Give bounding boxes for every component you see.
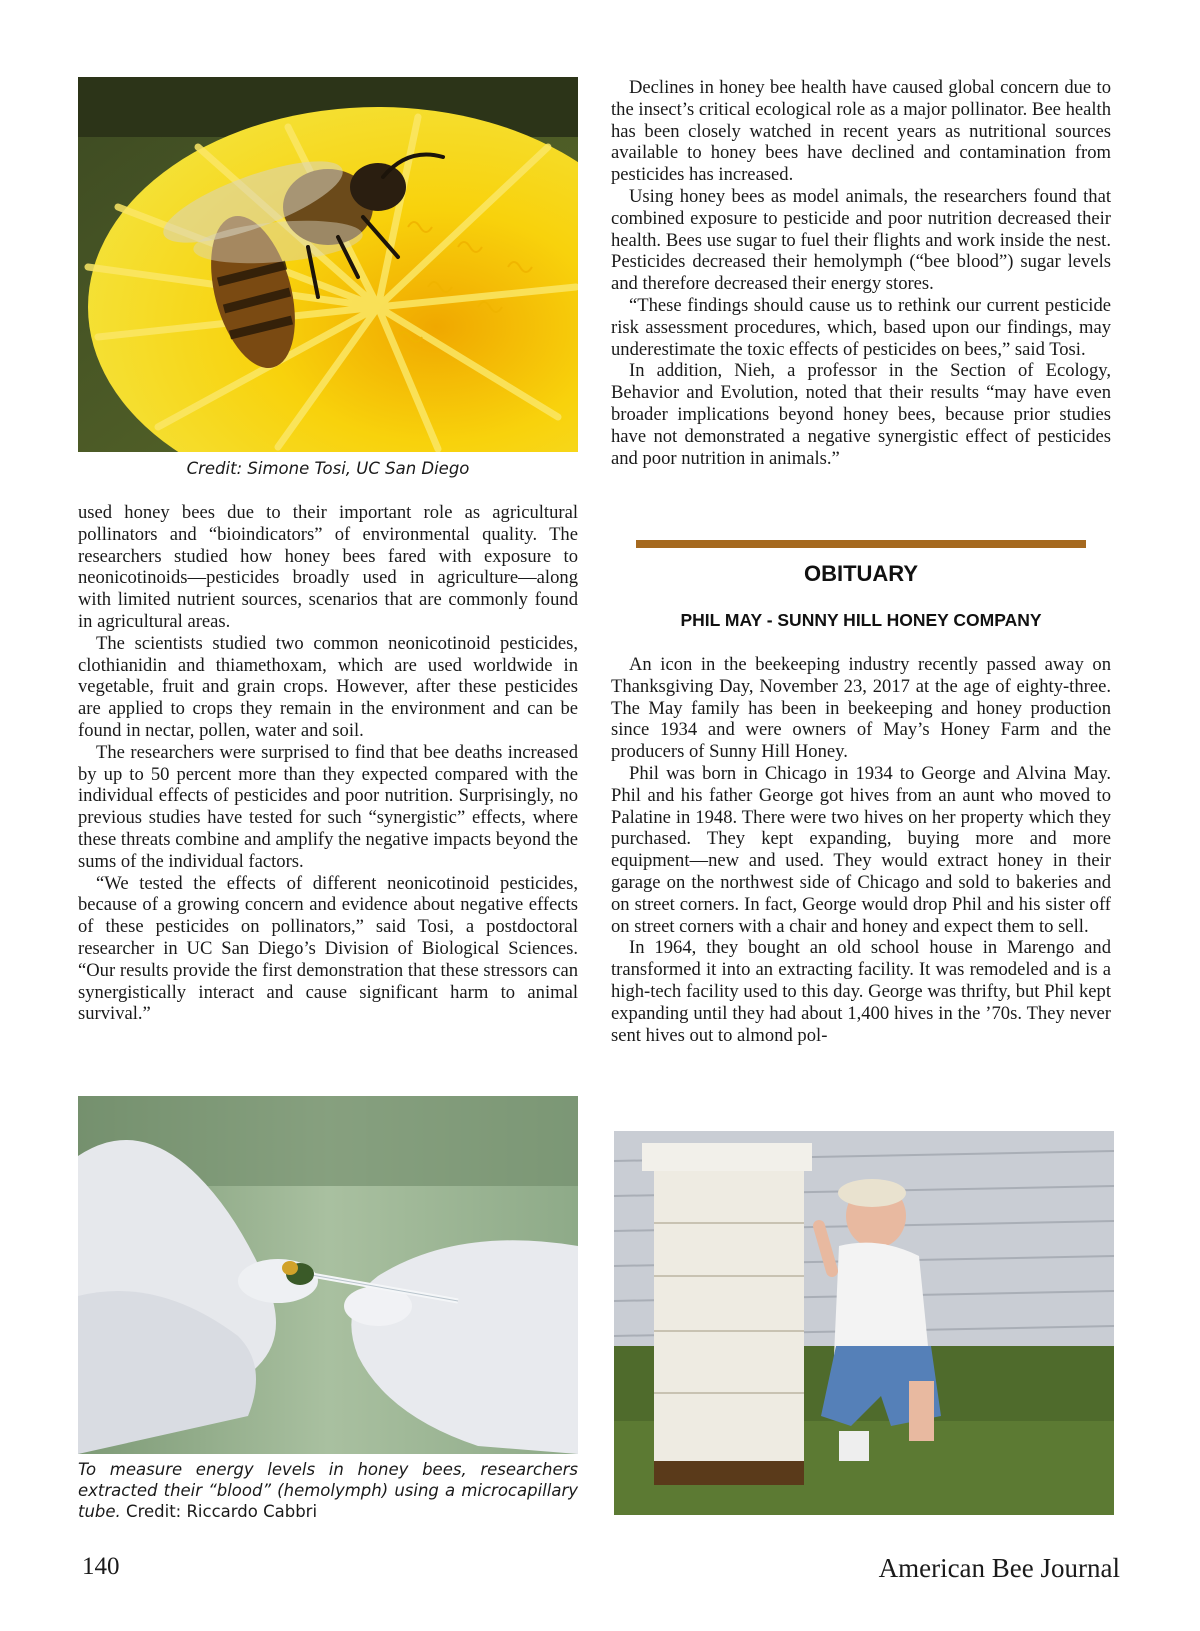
bee-on-dandelion-photo — [78, 77, 578, 452]
photo-caption-bottom — [78, 1459, 578, 1522]
right-paragraph-1: Declines in honey bee health have caused global concern due to the insect’s critical ecological role as a major pollinator. Bee health has been closely watched in recent years as nutritional sources available to honey bees have declined and contamination from pesticides has increased. — [611, 77, 1111, 186]
obituary-paragraph-1: An icon in the beekeeping industry recently passed away on Thanksgiving Day, November 23, 2017 at the age of eighty-three. The May family has been in beekeeping and honey production since 1934 and were owners of May’s Honey Farm and the producers of Sunny Hill Honey. — [611, 654, 1111, 763]
left-paragraph-2: The scientists studied two common neonicotinoid pesticides, clothianidin and thiamethoxam, which are used worldwide in vegetable, fruit and grain crops. However, after these pesticides are applied to crops they remain in the environment and can be found in nectar, pollen, water and soil. — [78, 632, 578, 741]
photo-credit-top: Credit: Simone Tosi, UC San Diego — [186, 459, 470, 478]
obituary-body — [611, 654, 1111, 1046]
left-paragraph-4: “We tested the effects of different neonicotinoid pesticides, because of a growing concern and evidence about negative effects of these pesticides on pollinators,” said Tosi, a postdoctoral researcher in UC San Diego’s Division of Biological Sciences. “Our results provide the first demonstration that these stressors can synergistically interact and cause significant harm to animal survival.” — [78, 872, 578, 1025]
obituary-subtitle: PHIL MAY - SUNNY HILL HONEY COMPANY — [680, 610, 1042, 630]
caption-text: To measure energy levels in honey bees, researchers extracted their “blood” (hemolymph) using a microcapillary tube. — [78, 1460, 578, 1521]
bee-on-dandelion-illustration — [78, 77, 578, 452]
section-divider-rule — [636, 540, 1086, 548]
gloved-hands-illustration — [78, 1096, 578, 1454]
obituary-paragraph-2: Phil was born in Chicago in 1934 to George and Alvina May. Phil and his father George got hives from an aunt who moved to Palatine in 1948. There were two hives on her property which they purchased. They kept expanding, buying more and more equipment—new and used. They would extract honey in their garage on the northwest side of Chicago and sold to bakeries and on street corners. In fact, George would drop Phil and his sister off on street corners with a chair and honey and expect them to sell. — [611, 762, 1111, 937]
journal-title: American Bee Journal — [878, 1553, 1120, 1583]
right-paragraph-3: “These findings should cause us to rethink our current pesticide risk assessment procedures, which, based upon our findings, may underestimate the toxic effects of pesticides on bees,” said Tosi. — [611, 294, 1111, 360]
page-number: 140 — [82, 1553, 120, 1580]
right-article-column — [611, 77, 1111, 469]
left-paragraph-3: The researchers were surprised to find that bee deaths increased by up to 50 percent more than they expected compared with the individual effects of pesticides and poor nutrition. Surprisingly, no previous studies have tested for such “synergistic” effects, where these threats combine and amplify the negative impacts beyond the sums of the individual factors. — [78, 741, 578, 872]
man-with-beehive-illustration — [614, 1131, 1114, 1515]
right-paragraph-4: In addition, Nieh, a professor in the Section of Ecology, Behavior and Evolution, noted that their results “may have even broader implications beyond honey bees, because prior studies have not demonstrated a negative synergistic effect of pesticides and poor nutrition in animals.” — [611, 360, 1111, 469]
left-paragraph-1: used honey bees due to their important role as agricultural pollinators and “bioindicators” of environmental quality. The researchers studied how honey bees fared with exposure to neonicotinoids—pesticides broadly used in agriculture—along with limited nutrient sources, scenarios that are commonly found in agricultural areas. — [78, 502, 578, 632]
obituary-paragraph-3: In 1964, they bought an old school house in Marengo and transformed it into an extracting facility. It was remodeled and is a high-tech facility used to this day. George was thrifty, but Phil kept expanding until they had about 1,400 hives in the ’70s. They never sent hives out to almond pol- — [611, 937, 1111, 1046]
right-paragraph-2: Using honey bees as model animals, the researchers found that combined exposure to pesticide and poor nutrition decreased their health. Bees use sugar to fuel their flights and work inside the nest. Pesticides decreased their hemolymph (“bee blood”) sugar levels and therefore decreased their energy stores. — [611, 185, 1111, 295]
hemolymph-extraction-photo — [78, 1096, 578, 1454]
caption-credit: Credit: Riccardo Cabbri — [126, 1502, 318, 1521]
phil-may-beehive-photo — [614, 1131, 1114, 1515]
obituary-title: OBITUARY — [803, 561, 919, 586]
left-article-column — [78, 502, 578, 1025]
